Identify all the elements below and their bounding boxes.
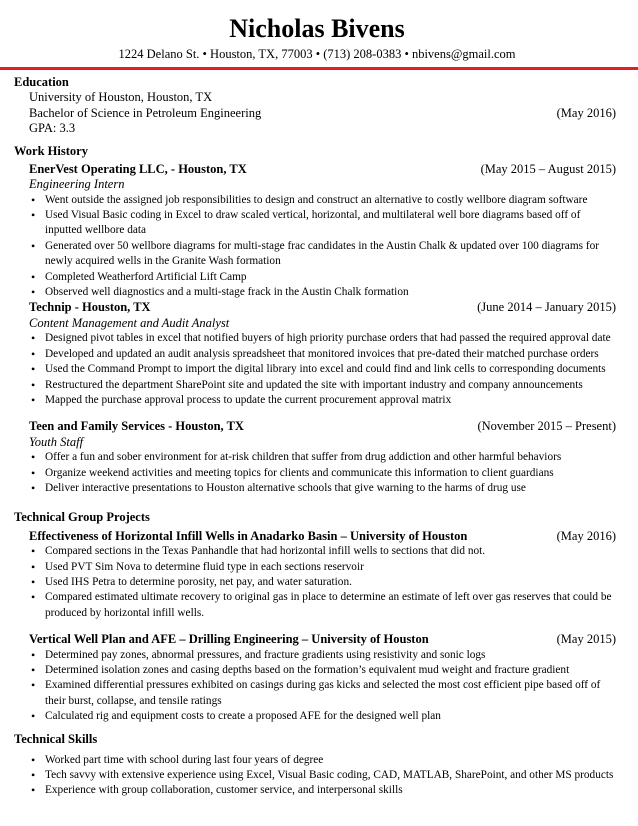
bullet-item: • Calculated rig and equipment costs to create a proposed AFE for the designed well plan bbox=[29, 709, 616, 724]
bullet-item: • Generated over 50 wellbore diagrams for multi-stage frac candidates in the Austin Chalk & updated over 100 diagrams for newly acquired wells in the Granite Wash formation bbox=[29, 239, 616, 270]
job-org: Technip - Houston, TX bbox=[29, 300, 151, 315]
bullet-item: • Determined isolation zones and casing depths based on the formation’s equivalent mud weight and fracture gradient bbox=[29, 663, 616, 678]
job-role: Content Management and Audit Analyst bbox=[29, 315, 230, 330]
bullet-item: • Tech savvy with extensive experience using Excel, Visual Basic coding, CAD, MATLAB, SharePoint, and other MS products bbox=[29, 768, 616, 783]
project-entry bbox=[18, 632, 616, 725]
job-date: (May 2015 – August 2015) bbox=[480, 161, 616, 176]
header-divider bbox=[0, 67, 638, 70]
education-heading: Education bbox=[14, 75, 69, 89]
bullet-item: • Offer a fun and sober environment for at-risk children that suffer from drug addiction and other harmful behaviors bbox=[29, 450, 616, 465]
job-header bbox=[18, 300, 616, 316]
education-degree: Bachelor of Science in Petroleum Engineering bbox=[29, 105, 262, 120]
project-header bbox=[18, 632, 616, 648]
education-gpa: GPA: 3.3 bbox=[29, 121, 76, 135]
education-degree-date: (May 2016) bbox=[556, 105, 616, 120]
job-header bbox=[18, 162, 616, 178]
bullet-item: • Used IHS Petra to determine porosity, net pay, and water saturation. bbox=[29, 575, 616, 590]
job-entry bbox=[18, 300, 616, 408]
job-org: EnerVest Operating LLC, - Houston, TX bbox=[29, 161, 247, 176]
education-section bbox=[14, 74, 616, 137]
job-role: Youth Staff bbox=[29, 434, 84, 449]
contact-info: 1224 Delano St. • Houston, TX, 77003 • (713) 208-0383 • nbivens@gmail.com bbox=[118, 47, 516, 61]
job-bullets bbox=[18, 450, 616, 496]
education-school: University of Houston, Houston, TX bbox=[29, 90, 213, 104]
project-bullets bbox=[18, 648, 616, 725]
education-degree-row bbox=[18, 106, 616, 122]
projects-heading: Technical Group Projects bbox=[14, 509, 150, 524]
job-role: Engineering Intern bbox=[29, 177, 125, 191]
project-title: Effectiveness of Horizontal Infill Wells in Anadarko Basin – University of Houston bbox=[29, 528, 468, 543]
bullet-item: • Experience with group collaboration, customer service, and interpersonal skills bbox=[29, 783, 616, 798]
bullet-item: • Worked part time with school during last four years of degree bbox=[29, 753, 616, 768]
job-org: Teen and Family Services - Houston, TX bbox=[29, 419, 244, 434]
bullet-item: • Compared sections in the Texas Panhandle that had horizontal infill wells to sections that did not. bbox=[29, 544, 616, 559]
job-entry bbox=[18, 419, 616, 496]
projects-section bbox=[14, 509, 616, 725]
bullet-item: • Mapped the purchase approval process to update the current procurement approval matrix bbox=[29, 393, 616, 408]
bullet-item: • Used PVT Sim Nova to determine fluid type in each sections reservoir bbox=[29, 560, 616, 575]
work-section bbox=[14, 143, 616, 497]
work-heading: Work History bbox=[14, 143, 88, 158]
candidate-name: Nicholas Bivens bbox=[229, 14, 405, 43]
bullet-item: • Used the Command Prompt to import the digital library into excel and could find and link cells to corresponding documents bbox=[29, 362, 616, 377]
job-bullets bbox=[18, 331, 616, 408]
skills-section bbox=[14, 731, 616, 799]
bullet-item: • Examined differential pressures exhibited on casings during gas kicks and selected the most cost efficient pipe based off of their burst, collapse, and tensile ratings bbox=[29, 678, 616, 709]
bullet-item: • Used Visual Basic coding in Excel to draw scaled vertical, horizontal, and multilateral well bore diagrams based off of inputted wellbore data bbox=[29, 208, 616, 239]
project-date: (May 2016) bbox=[556, 528, 616, 543]
project-bullets bbox=[18, 544, 616, 621]
bullet-item: • Deliver interactive presentations to Houston alternative schools that give warning to the harms of drug use bbox=[29, 481, 616, 496]
job-bullets bbox=[18, 193, 616, 301]
job-date: (November 2015 – Present) bbox=[477, 419, 616, 434]
bullet-item: • Developed and updated an audit analysis spreadsheet that monitored invoices that pre-dated their matched purchase orders bbox=[29, 347, 616, 362]
bullet-item: • Organize weekend activities and meeting topics for clients and communicate this information to client guardians bbox=[29, 466, 616, 481]
job-entry bbox=[18, 162, 616, 301]
project-header bbox=[18, 529, 616, 545]
bullet-item: • Restructured the department SharePoint site and updated the site with important industry and company announcements bbox=[29, 378, 616, 393]
project-date: (May 2015) bbox=[556, 632, 616, 647]
skills-heading: Technical Skills bbox=[14, 731, 98, 746]
bullet-item: • Designed pivot tables in excel that notified buyers of high priority purchase orders that had passed the required approval date bbox=[29, 331, 616, 346]
skills-bullets bbox=[18, 753, 616, 799]
job-date: (June 2014 – January 2015) bbox=[477, 300, 616, 315]
bullet-item: • Went outside the assigned job responsibilities to design and construct an alternative to costly wellbore diagram software bbox=[29, 193, 616, 208]
project-title: Vertical Well Plan and AFE – Drilling Engineering – University of Houston bbox=[29, 632, 429, 647]
bullet-item: • Compared estimated ultimate recovery to original gas in place to determine an estimate of left over gas reserves that could be produced by horizontal infill wells. bbox=[29, 590, 616, 621]
project-entry bbox=[18, 529, 616, 622]
bullet-item: • Determined pay zones, abnormal pressures, and fracture gradients using resistivity and sonic logs bbox=[29, 648, 616, 663]
job-header bbox=[18, 419, 616, 435]
bullet-item: • Completed Weatherford Artificial Lift Camp bbox=[29, 270, 616, 285]
bullet-item: • Observed well diagnostics and a multi-stage frack in the Austin Chalk formation bbox=[29, 285, 616, 300]
